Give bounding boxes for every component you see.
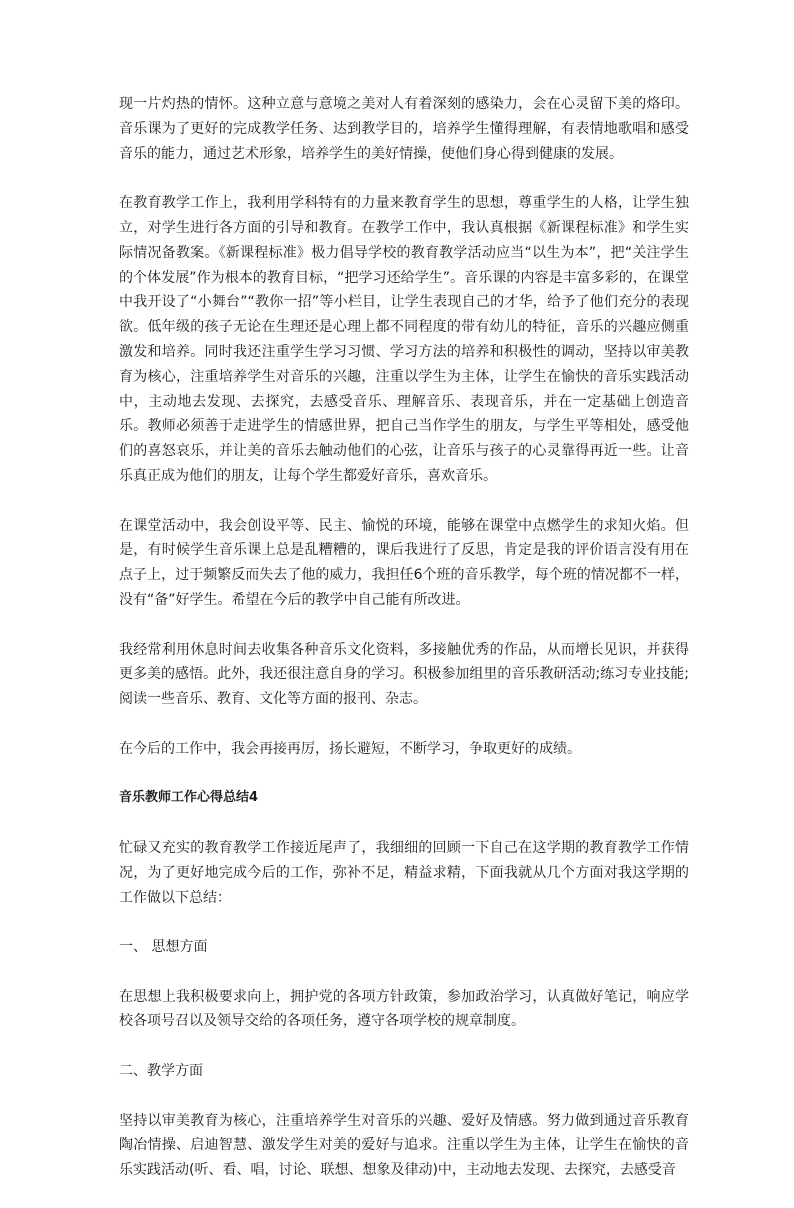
paragraph-7: 在思想上我积极要求向上，拥护党的各项方针政策，参加政治学习，认真做好笔记，响应学校各项号召以及领导交给的各项任务，遵守各项学校的规章制度。 bbox=[119, 988, 689, 1030]
section-heading: 音乐教师工作心得总结4 bbox=[119, 790, 259, 806]
subheading-teaching: 二、教学方面 bbox=[119, 1063, 203, 1080]
document-body bbox=[119, 92, 689, 1208]
paragraph-2: 在教育教学工作上，我利用学科特有的力量来教育学生的思想，尊重学生的人格，让学生独立，对学生进行各方面的引导和教育。在教学工作中，我认真根据《新课程标准》和学生实际情况备教案。《新课程标准》极力倡导学校的教育教学活动应当“以生为本”，把“关注学生的个体发展”作为根本的教育目标，“把学习还给学生”。音乐课的内容是丰富多彩的，在课堂中我开设了“小舞台”“教你一招”等小栏目，让学生表现自己的才华，给予了他们充分的表现欲。低年级的孩子无论在生理还是心理上都不同程度的带有幼儿的特征，音乐的兴趣应侧重激发和培养。同时我还注重学生学习习惯、学习方法的培养和积极性的调动，坚持以审美教育为核心，注重培养学生对音乐的兴趣，注重以学生为主体，让学生在愉快的音乐实践活动中，主动地去发现、去探究，去感受音乐、理解音乐、表现音乐，并在一定基础上创造音乐。教师必须善于走进学生的情感世界，把自己当作学生的朋友，与学生平等相处，感受他们的喜怒哀乐，并让美的音乐去触动他们的心弦，让音乐与孩子的心灵靠得再近一些。让音乐真正成为他们的朋友，让每个学生都爱好音乐，喜欢音乐。 bbox=[119, 195, 689, 484]
subheading-thought: 一、 思想方面 bbox=[119, 939, 208, 956]
paragraph-6: 忙碌又充实的教育教学工作接近尾声了，我细细的回顾一下自己在这学期的教育教学工作情况，为了更好地完成今后的工作，弥补不足，精益求精，下面我就从几个方面对我这学期的工作做以下总结： bbox=[119, 839, 689, 906]
paragraph-4: 我经常利用休息时间去收集各种音乐文化资料，多接触优秀的作品，从而增长见识，并获得更多美的感悟。此外，我还很注意自身的学习。积极参加组里的音乐教研活动;练习专业技能;阅读一些音乐、教育、文化等方面的报刊、杂志。 bbox=[119, 641, 689, 708]
paragraph-1: 现一片灼热的情怀。这种立意与意境之美对人有着深刻的感染力，会在心灵留下美的烙印。音乐课为了更好的完成教学任务、达到教学目的，培养学生懂得理解，有表情地歌唱和感受音乐的能力，通过艺术形象，培养学生的美好情操，使他们身心得到健康的发展。 bbox=[119, 96, 689, 162]
paragraph-5: 在今后的工作中，我会再接再厉，扬长避短，不断学习，争取更好的成绩。 bbox=[119, 740, 581, 757]
paragraph-3: 在课堂活动中，我会创设平等、民主、愉悦的环境，能够在课堂中点燃学生的求知火焰。但是，有时候学生音乐课上总是乱糟糟的，课后我进行了反思，肯定是我的评价语言没有用在点子上，过于频繁反而失去了他的威力，我担任6个班的音乐教学，每个班的情况都不一样，没有“备”好学生。希望在今后的教学中自己能有所改进。 bbox=[119, 517, 689, 608]
paragraph-8: 坚持以审美教育为核心，注重培养学生对音乐的兴趣、爱好及情感。努力做到通过音乐教育陶冶情操、启迪智慧、激发学生对美的爱好与追求。注重以学生为主体，让学生在愉快的音乐实践活动(听、看、唱，讨论、联想、想象及律动)中，主动地去发现、去探究，去感受音 bbox=[119, 1112, 689, 1179]
